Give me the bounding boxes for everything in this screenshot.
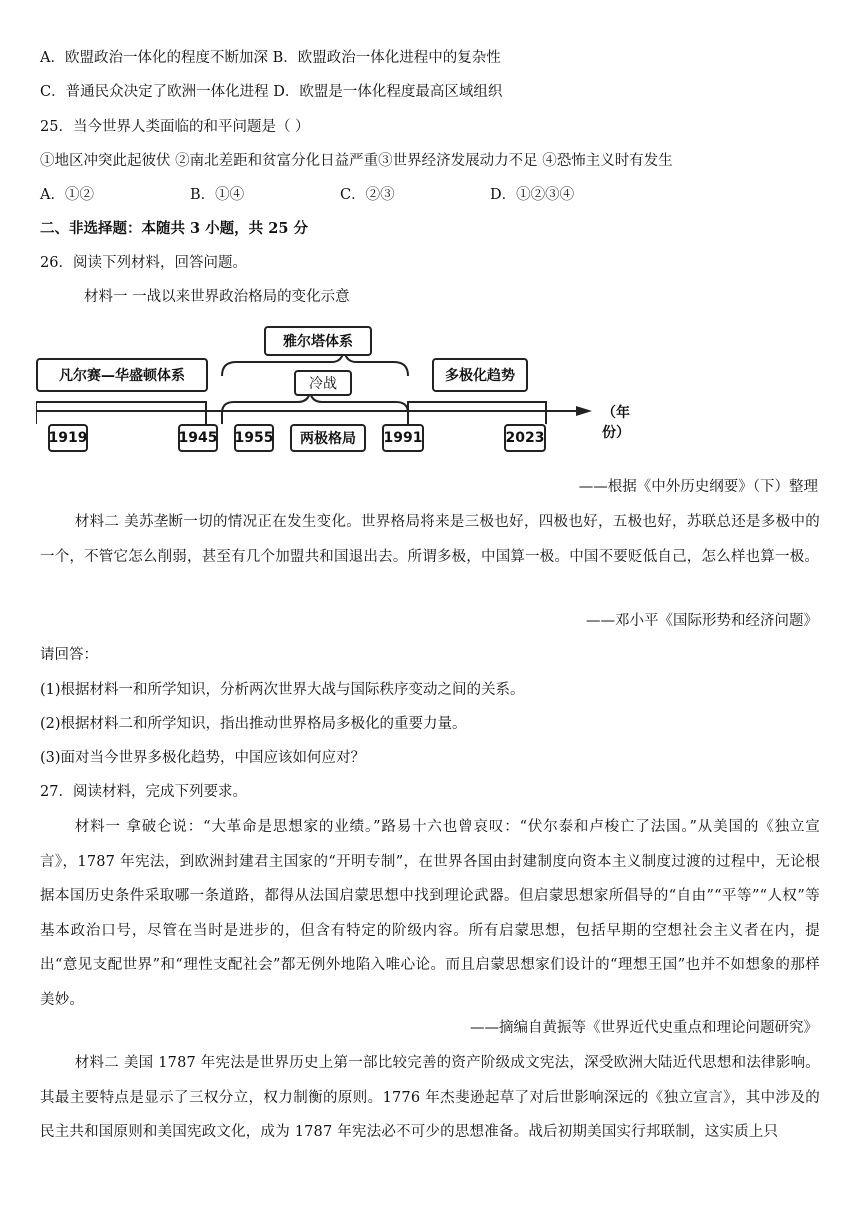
timeline-arrow bbox=[576, 406, 592, 416]
bipolar-box: 两极格局 bbox=[290, 424, 366, 452]
section-heading: 二、非选择题：本随共 3 小题，共 25 分 bbox=[40, 220, 308, 237]
q25-option-d: D．①②③④ bbox=[490, 187, 575, 203]
q26-material2: 材料二 美苏垄断一切的情况正在发生变化。世界格局将来是三极也好，四极也好，五极也好，苏联总还是多极中的一个，不管它怎么削弱，甚至有几个加盟共和国退出去。所谓多极，中国算一极。中国不要贬低自己，怎么样也算一极。 bbox=[40, 514, 820, 565]
q27-material2: 材料二 美国 1787 年宪法是世界历史上第一部比较完善的资产阶级成文宪法，深受欧洲大陆近代思想和法律影响。其最主要特点是显示了三权分立，权力制衡的原则。1776 年杰斐逊起草了对后世影响深远的《独立宣言》，其中涉及的民主共和国原则和美国宪政文化，成为 1787 年宪法必不可少的思想准备。战后初期美国实行邦联制，这实质上只 bbox=[40, 1055, 820, 1140]
q24-options-cd: C．普通民众决定了欧洲一体化进程 D．欧盟是一体化程度最高区域组织 bbox=[40, 84, 503, 100]
q24-options-ab: A．欧盟政治一体化的程度不断加深 B．欧盟政治一体化进程中的复杂性 bbox=[40, 50, 501, 66]
axis-label: （年份） bbox=[602, 405, 630, 441]
year-1919: 1919 bbox=[48, 424, 88, 452]
q25-option-c: C．②③ bbox=[340, 187, 395, 203]
q26-sub2: (2)根据材料二和所学知识，指出推动世界格局多极化的重要力量。 bbox=[40, 716, 467, 732]
q25-stem: 25．当今世界人类面临的和平问题是（ ） bbox=[40, 119, 310, 135]
yalta-box: 雅尔塔体系 bbox=[264, 326, 372, 356]
q25-option-b: B．①④ bbox=[190, 187, 245, 203]
q25-option-a: A．①② bbox=[40, 187, 94, 203]
multipolar-box: 多极化趋势 bbox=[432, 358, 528, 392]
q26-material2-source: ——邓小平《国际形势和经济问题》 bbox=[586, 613, 818, 629]
q26-material1-source: ——根据《中外历史纲要》（下）整理 bbox=[578, 479, 818, 495]
q26-sub1: (1)根据材料一和所学知识，分析两次世界大战与国际秩序变动之间的关系。 bbox=[40, 682, 525, 698]
year-2023: 2023 bbox=[504, 424, 546, 452]
q26-sub3: (3)面对当今世界多极化趋势，中国应该如何应对？ bbox=[40, 750, 366, 766]
q26-ask: 请回答： bbox=[40, 647, 98, 663]
cold-war-box: 冷战 bbox=[294, 370, 352, 396]
q27-material1: 材料一 拿破仑说：“大革命是思想家的业绩。”路易十六也曾哀叹：“伏尔泰和卢梭亡了法国。”从美国的《独立宣言》，1787 年宪法，到欧洲封建君主国家的“开明专制”，在世界各国由封建制度向资本主义制度过渡的过程中，无论根据本国历史条件采取哪一条道路，都得从法国启蒙思想中找到理论武器。但启蒙思想家所倡导的“自由”“平等”“人权”等基本政治口号，尽管在当时是进步的，但含有特定的阶级内容。所有启蒙思想，包括早期的空想社会主义者在内，提出“意见支配世界”和“理性支配社会”都无例外地陷入唯心论。而且启蒙思想家们设计的“理想王国”也并不如想象的那样美妙。 bbox=[40, 819, 820, 1008]
q26-stem: 26．阅读下列材料，回答问题。 bbox=[40, 255, 247, 271]
year-1945: 1945 bbox=[178, 424, 218, 452]
world-order-diagram bbox=[36, 320, 646, 460]
versailles-washington-box: 凡尔赛—华盛顿体系 bbox=[36, 358, 208, 392]
year-1991: 1991 bbox=[382, 424, 424, 452]
q27-material1-source: ——摘编自黄振等《世界近代史重点和理论问题研究》 bbox=[470, 1020, 818, 1036]
q25-items: ①地区冲突此起彼伏 ②南北差距和贫富分化日益严重③世界经济发展动力不足 ④恐怖主义时有发生 bbox=[40, 153, 673, 169]
year-1955: 1955 bbox=[234, 424, 274, 452]
q27-stem: 27．阅读材料，完成下列要求。 bbox=[40, 784, 247, 800]
q26-material1-title: 材料一 一战以来世界政治格局的变化示意 bbox=[84, 289, 350, 305]
